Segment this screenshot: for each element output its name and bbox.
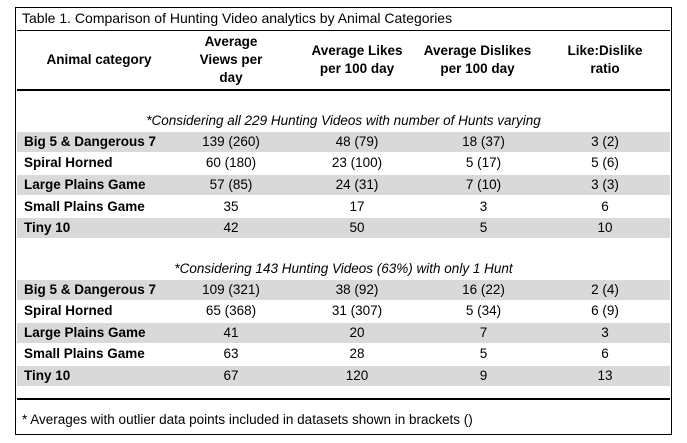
cell-dislikes: 7 (10): [465, 177, 502, 192]
table-row: [17, 197, 670, 217]
cell-category: Spiral Horned: [24, 303, 113, 318]
cell-likes: 50: [349, 220, 365, 235]
column-header-like-dislike-ratio: Like:Dislike ratio: [567, 43, 643, 76]
cell-likes: 17: [349, 199, 365, 214]
cell-category: Spiral Horned: [24, 155, 113, 170]
cell-views: 139 (260): [202, 134, 260, 149]
column-header-animal-category: Animal category: [46, 52, 152, 67]
cell-category: Large Plains Game: [24, 325, 146, 340]
table-row: [17, 175, 670, 195]
cell-dislikes: 5 (17): [465, 155, 502, 170]
cell-ratio: 5 (6): [591, 155, 619, 170]
cell-views: 57 (85): [209, 177, 253, 192]
cell-ratio: 13: [597, 368, 613, 383]
table-row: [17, 132, 670, 152]
column-header-average-views: Average Views per day: [199, 34, 263, 85]
cell-ratio: 6: [601, 346, 609, 361]
column-header-average-likes: Average Likes per 100 day: [311, 43, 403, 76]
cell-dislikes: 16 (22): [462, 282, 505, 297]
cell-category: Large Plains Game: [24, 177, 146, 192]
cell-likes: 38 (92): [335, 282, 379, 297]
cell-dislikes: 9: [479, 368, 488, 383]
cell-dislikes: 3: [479, 199, 488, 214]
cell-dislikes: 5 (34): [465, 303, 502, 318]
column-header-average-dislikes: Average Dislikes per 100 day: [423, 43, 532, 76]
header-bottom-rule: [17, 89, 670, 91]
cell-views: 60 (180): [205, 155, 257, 170]
cell-ratio: 3: [601, 325, 609, 340]
cell-dislikes: 7: [479, 325, 488, 340]
cell-views: 35: [223, 199, 239, 214]
cell-ratio: 3 (2): [591, 134, 619, 149]
cell-likes: 24 (31): [335, 177, 379, 192]
cell-dislikes: 18 (37): [462, 134, 505, 149]
table-caption: Table 1. Comparison of Hunting Video analytics by Animal Categories: [22, 10, 453, 26]
table-row: [17, 301, 670, 321]
cell-ratio: 6 (9): [591, 303, 619, 318]
cell-ratio: 6: [601, 199, 609, 214]
cell-likes: 31 (307): [331, 303, 383, 318]
cell-category: Tiny 10: [24, 220, 71, 235]
cell-ratio: 3 (3): [591, 177, 619, 192]
cell-category: Big 5 & Dangerous 7: [24, 282, 157, 297]
cell-category: Small Plains Game: [24, 346, 145, 361]
cell-category: Tiny 10: [24, 368, 71, 383]
cell-views: 41: [223, 325, 239, 340]
cell-ratio: 10: [597, 220, 613, 235]
table-row: [17, 344, 670, 364]
cell-views: 65 (368): [205, 303, 257, 318]
section-title-single-hunt: *Considering 143 Hunting Videos (63%) with only 1 Hunt: [174, 261, 513, 276]
cell-views: 67: [223, 368, 239, 383]
cell-dislikes: 5: [479, 220, 488, 235]
cell-category: Big 5 & Dangerous 7: [24, 134, 157, 149]
table-row: [17, 280, 670, 300]
cell-likes: 28: [349, 346, 365, 361]
cell-ratio: 2 (4): [591, 282, 619, 297]
table-row: [17, 153, 670, 173]
cell-likes: 20: [349, 325, 365, 340]
table-bottom-rule: [17, 398, 670, 400]
cell-likes: 48 (79): [335, 134, 379, 149]
table-row: [17, 366, 670, 386]
table-footnote: * Averages with outlier data points included in datasets shown in brackets (): [22, 412, 473, 427]
header-top-rule: [17, 30, 670, 31]
table-row: [17, 218, 670, 238]
cell-category: Small Plains Game: [24, 199, 145, 214]
section-title-all-videos: *Considering all 229 Hunting Videos with number of Hunts varying: [146, 113, 541, 128]
cell-views: 63: [223, 346, 239, 361]
cell-likes: 120: [345, 368, 369, 383]
cell-views: 42: [223, 220, 239, 235]
cell-likes: 23 (100): [331, 155, 383, 170]
table-row: [17, 323, 670, 343]
cell-views: 109 (321): [202, 282, 260, 297]
cell-dislikes: 5: [479, 346, 488, 361]
